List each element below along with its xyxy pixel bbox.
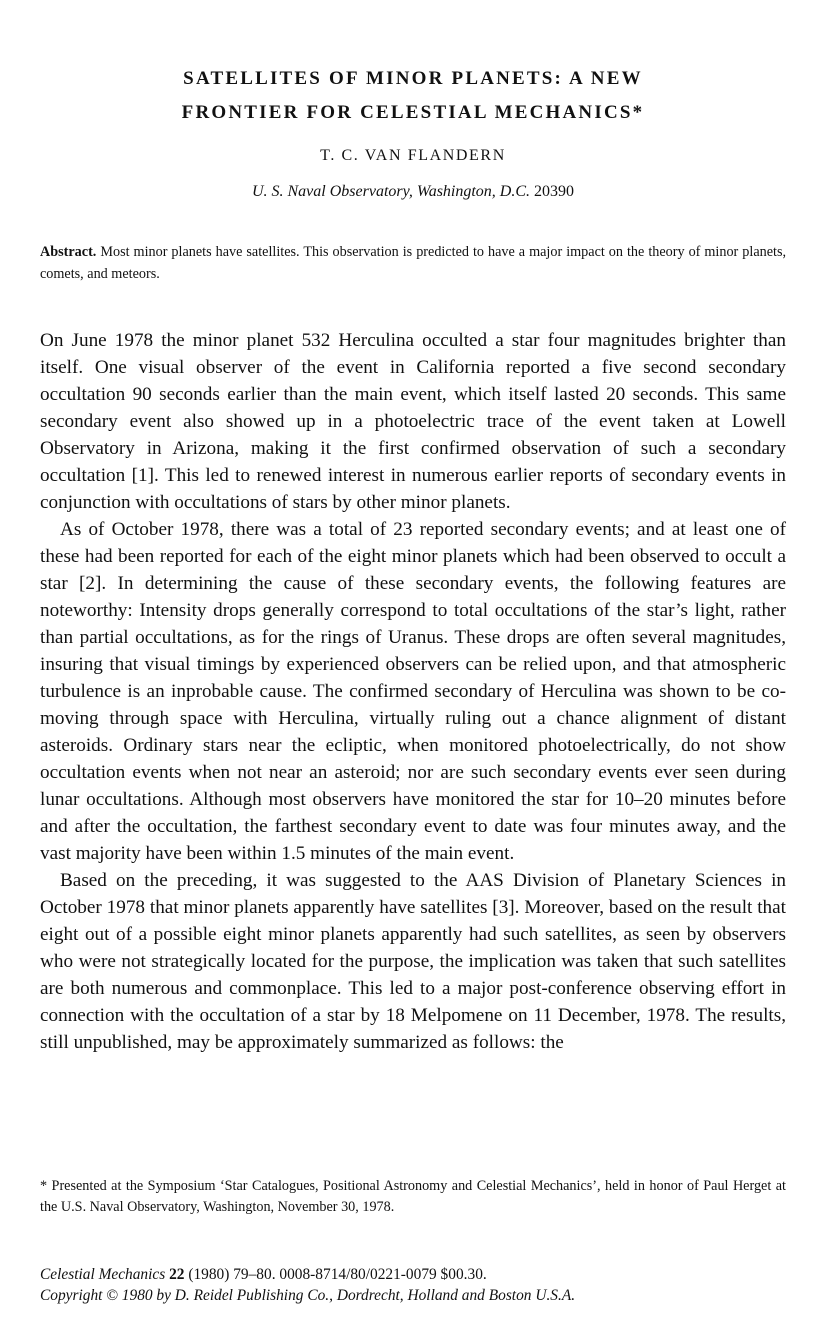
citation-line [40, 1264, 786, 1285]
title-line-2: FRONTIER FOR CELESTIAL MECHANICS* [181, 102, 645, 123]
body-text [40, 327, 786, 1056]
title-line-1: SATELLITES OF MINOR PLANETS: A NEW [183, 68, 643, 89]
abstract-text: Most minor planets have satellites. This observation is predicted to have a major impact on the theory of minor planets, comets, and meteors. [40, 244, 787, 282]
affiliation-zip: 20390 [534, 183, 575, 200]
abstract [40, 241, 786, 285]
citation-details: (1980) 79–80. 0008-8714/80/0221-0079 $00.30. [188, 1266, 487, 1283]
paper-title [40, 62, 786, 130]
paragraph-1: On June 1978 the minor planet 532 Herculina occulted a star four magnitudes brighter than itself. One visual observer of the event in California reported a five second secondary occultation 90 seconds earlier than the main event, which itself lasted 20 seconds. This same secondary event also showed up in a photoelectric trace of the event taken at Lowell Observatory in Arizona, making it the first confirmed observation of such a secondary occultation [1]. This led to renewed interest in numerous earlier reports of secondary events in conjunction with occultations of stars by other minor planets. [40, 330, 786, 513]
author-affiliation [40, 183, 786, 201]
journal-name: Celestial Mechanics [40, 1266, 166, 1283]
abstract-label: Abstract. [40, 244, 97, 260]
paragraph-3: Based on the preceding, it was suggested to the AAS Division of Planetary Sciences in October 1978 that minor planets apparently have satellites [3]. Moreover, based on the result that eight out of a possible eight minor planets apparently had such satellites, as seen by observers who were not strategically located for the purpose, the implication was taken that such satellites are both numerous and commonplace. This led to a major post-conference observing effort in connection with the occultation of a star by 18 Melpomene on 11 December, 1978. The results, still unpublished, may be approximately summarized as follows: the [40, 870, 786, 1053]
footnote: * Presented at the Symposium ‘Star Catalogues, Positional Astronomy and Celestial Mechanics’, held in honor of Paul Herget at the U.S. Naval Observatory, Washington, November 30, 1978. [40, 1178, 786, 1215]
journal-citation [40, 1264, 786, 1306]
copyright-line [40, 1285, 786, 1306]
paragraph-2: As of October 1978, there was a total of 23 reported secondary events; and at least one of these had been reported for each of the eight minor planets which had been observed to occult a star [2]. In determining the cause of these secondary events, the following features are noteworthy: Intensity drops generally correspond to total occultations of the star’s light, rather than partial occultations, as for the rings of Uranus. These drops are often several magnitudes, insuring that visual timings by experienced observers can be relied upon, and that atmospheric turbulence is an inprobable cause. The confirmed secondary of Herculina was shown to be co-moving through space with Herculina, virtually ruling out a chance alignment of distant asteroids. Ordinary stars near the ecliptic, when monitored photoelectrically, do not show occultation events when not near an asteroid; nor are such secondary events ever seen during lunar occultations. Although most observers have monitored the star for 10–20 minutes before and after the occultation, the farthest secondary event to date was four minutes away, and the vast majority have been within 1.5 minutes of the main event. [40, 519, 786, 864]
copyright-text: Copyright © 1980 by D. Reidel Publishing Co., Dordrecht, Holland and Boston U.S.A. [40, 1287, 576, 1304]
affiliation-text: U. S. Naval Observatory, Washington, D.C. [251, 183, 531, 200]
journal-volume: 22 [169, 1266, 185, 1283]
author-name: T. C. VAN FLANDERN [320, 147, 506, 164]
